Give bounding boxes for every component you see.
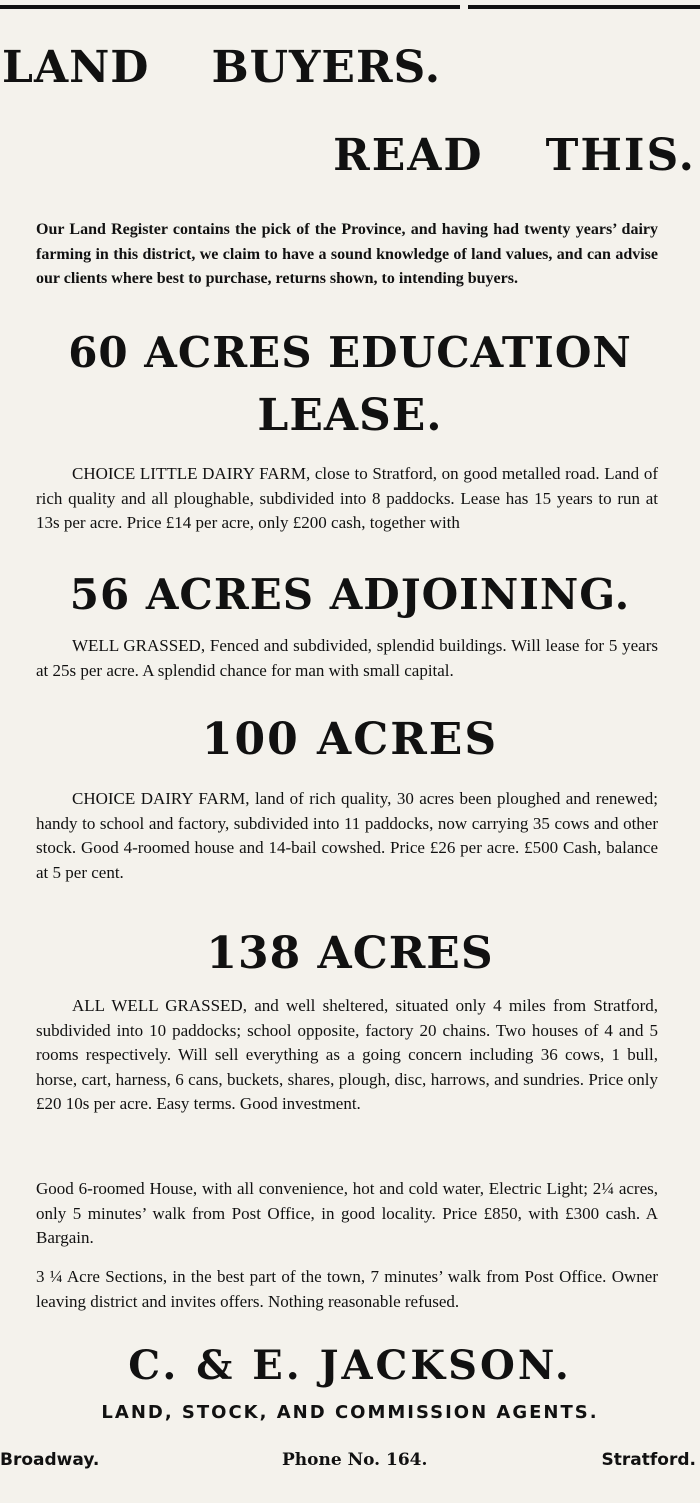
listing-56-acres-heading: 56 ACRES ADJOINING. xyxy=(69,570,631,619)
listing-100-acres-heading: 100 ACRES xyxy=(201,714,499,765)
top-rule-left xyxy=(0,5,460,9)
firm-address: Broadway. xyxy=(0,1450,100,1470)
headline-read-this xyxy=(333,130,696,181)
firm-phone: Phone No. 164. xyxy=(282,1450,428,1470)
listing-60-acres-body: CHOICE LITTLE DAIRY FARM, close to Stratford, on good metalled road. Land of rich quality and all ploughable, subdivided into 8 paddocks. Lease has 15 years to run at 13s per acre. Price £14 per acre, only £200 cash, together with xyxy=(36,464,658,532)
intro-paragraph: Our Land Register contains the pick of the Province, and having had twenty years’ dairy farming in this district, we claim to have a sound knowledge of land values, and can advise our clients where best to purchase, returns shown, to intending buyers. xyxy=(36,221,658,287)
listing-138-acres-body: ALL WELL GRASSED, and well sheltered, situated only 4 miles from Stratford, subdivided into 10 paddocks; school opposite, factory 20 chains. Two houses of 4 and 5 rooms respectively. Will sell everything as a going concern including 36 cows, 1 bull, horse, cart, harness, 6 cans, buckets, shares, plough, disc, harrows, and sundries. Price only £20 10s per acre. Easy terms. Good investment. xyxy=(36,996,658,1113)
listing-60-acres-heading: 60 ACRES EDUCATION xyxy=(68,328,632,377)
firm-tagline: LAND, STOCK, AND COMMISSION AGENTS. xyxy=(101,1402,599,1423)
house-listing: Good 6-roomed House, with all convenience, hot and cold water, Electric Light; 2¼ acres, only 5 minutes’ walk from Post Office, in good locality. Price £850, with £300 cash. A Bargain. xyxy=(36,1179,658,1247)
headline-word-land: LAND xyxy=(2,42,150,93)
listing-100-acres-body: CHOICE DAIRY FARM, land of rich quality, 30 acres been ploughed and renewed; handy to school and factory, subdivided into 11 paddocks, now carrying 35 cows and other stock. Good 4-roomed house and 14-bail cowshed. Price £26 per acre. £500 Cash, balance at 5 per cent. xyxy=(36,789,658,882)
listing-138-acres-heading: 138 ACRES xyxy=(206,928,494,979)
firm-name: C. & E. JACKSON. xyxy=(128,1342,572,1389)
headline-word-this: THIS. xyxy=(545,130,696,181)
listing-60-acres-heading-lease: LEASE. xyxy=(257,390,443,441)
firm-town: Stratford. xyxy=(601,1450,696,1470)
top-rule-right xyxy=(468,5,700,9)
sections-listing: 3 ¼ Acre Sections, in the best part of the town, 7 minutes’ walk from Post Office. Owner leaving district and invites offers. Nothing reasonable refused. xyxy=(36,1267,658,1311)
listing-56-acres-body: WELL GRASSED, Fenced and subdivided, splendid buildings. Will lease for 5 years at 25s per acre. A splendid chance for man with small capital. xyxy=(36,636,658,680)
headline-land-buyers xyxy=(2,42,441,93)
headline-word-read: READ xyxy=(333,130,484,181)
headline-word-buyers: BUYERS. xyxy=(211,42,442,93)
